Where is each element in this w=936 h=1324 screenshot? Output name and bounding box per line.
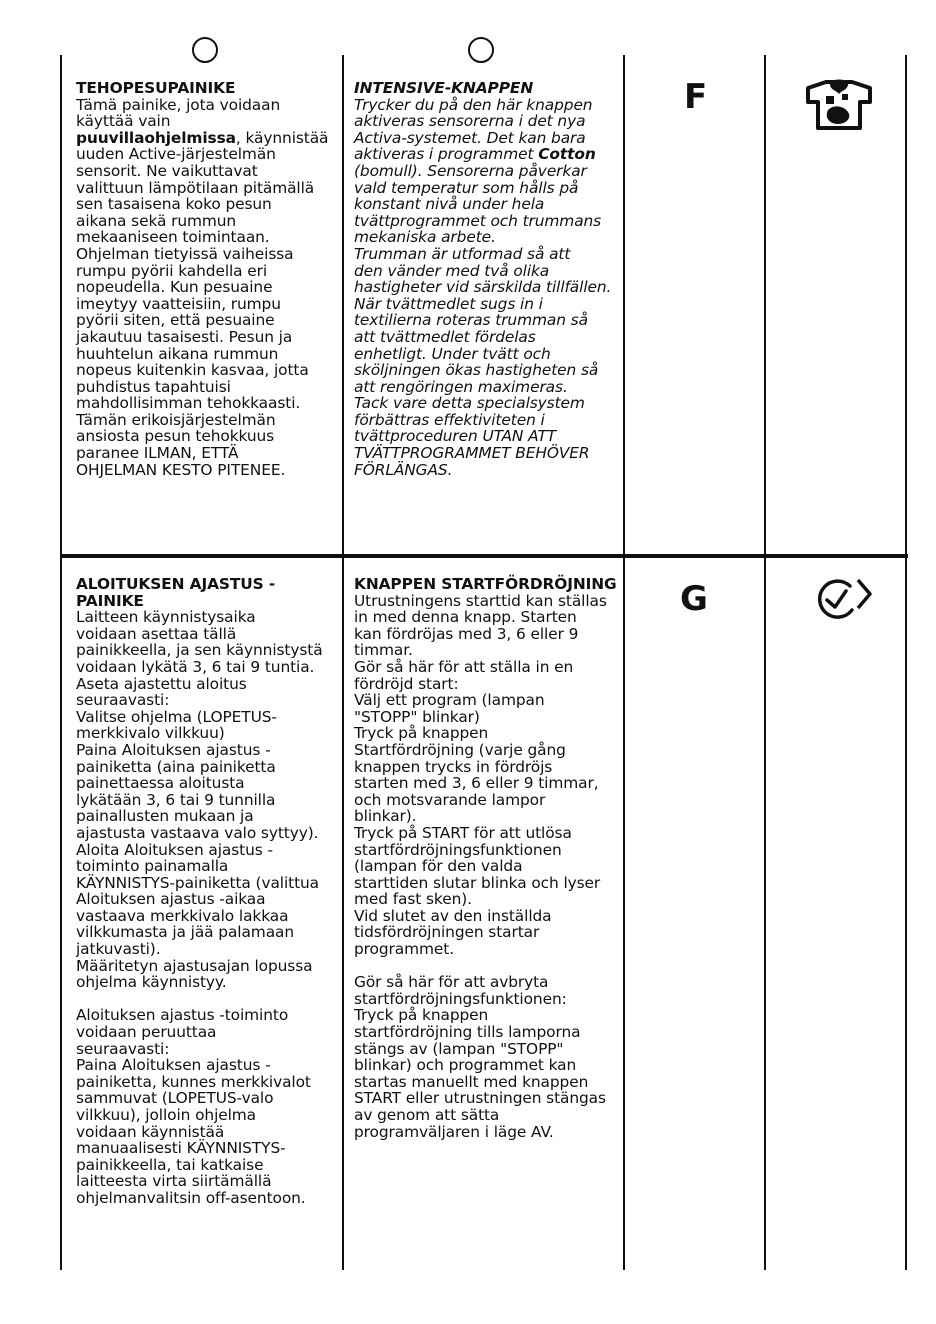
section-f-letter: F <box>684 77 708 117</box>
section-g-fi-title: ALOITUKSEN AJASTUS -PAINIKE <box>76 575 276 610</box>
column-divider-2 <box>342 55 344 1270</box>
section-g-fi-body: Laitteen käynnistysaika voidaan asettaa tällä painikkeella, ja sen käynnistystä voidaan lykätä 3, 6 tai 9 tuntia. Aseta ajastettu aloitus seuraavasti: Valitse ohjelma (LOPETUS- merkkivalo vilkkuu) Paina Aloituksen ajastus - painiketta (aina painiketta painettaessa aloitusta lykätään 3, 6 tai 9 tunnilla painallusten mukaan ja ajastusta vastaava valo syttyy). Aloita Aloituksen ajastus - toiminto painamalla KÄYNNISTYS-painiketta (valittua Aloituksen ajastus -aikaa vastaava merkkivalo lakkaa vilkkumasta ja jää palamaan jatkuvasti). Määritetyn ajastusajan lopussa ohjelma käynnistyy. Aloituksen ajastus -toiminto voidaan peruuttaa seuraavasti: Paina Aloituksen ajastus - painiketta, kunnes merkkivalot sammuvat (LOPETUS-valo vilkkuu), jolloin ohjelma voidaan käynnistää manuaalisesti KÄYNNISTYS- painikkeella, tai katkaise laitteesta virta siirtämällä ohjelmanvalitsin off-asentoon. <box>76 608 323 1207</box>
column-divider-4 <box>764 55 766 1270</box>
language-flag-fi-icon <box>192 37 218 63</box>
section-f-fi-title: TEHOPESUPAINIKE <box>76 79 236 97</box>
row-divider <box>60 554 908 558</box>
section-g-fi-text <box>76 576 338 1207</box>
section-f-fi-body-1: Tämä painike, jota voidaan käyttää vain <box>76 95 281 131</box>
column-divider-1 <box>60 55 62 1270</box>
section-f-fi-bold: puuvillaohjelmissa <box>76 128 236 147</box>
section-f-fi-text <box>76 80 338 478</box>
section-f-sv-title: INTENSIVE-KNAPPEN <box>354 79 534 97</box>
section-g-sv-text <box>354 576 622 1140</box>
section-g-letter: G <box>680 579 708 619</box>
delay-start-timer-icon <box>816 576 874 624</box>
section-f-sv-text <box>354 80 622 478</box>
intensive-wash-shirt-icon <box>804 78 874 132</box>
section-f-sv-body-2: (bomull). Sensorerna påverkar vald temperatur som hålls på konstant nivå under hela tvättprogrammet och trummans mekaniska arbete. Trumman är utformad så att den vänder med två olika hastigheter vid särskilda tillfällen. När tvättmedlet sugs in i textilierna roteras trumman så att tvättmedlet fördelas enhetligt. Under tvätt och sköljningen ökas hastigheten så att rengöringen maximeras. Tack vare detta specialsystem förbättras effektiviteten i tvättproceduren UTAN ATT TVÄTTPROGRAMMET BEHÖVER FÖRLÄNGAS. <box>354 161 612 479</box>
column-divider-5 <box>905 55 907 1270</box>
section-f-sv-bold: Cotton <box>538 145 596 164</box>
section-g-sv-body: Utrustningens starttid kan ställas in med denna knapp. Starten kan fördröjas med 3, 6 eller 9 timmar. Gör så här för att ställa in en fördröjd start: Välj ett program (lampan "STOPP" blinkar) Tryck på knappen Startfördröjning (varje gång knappen trycks in fördröjs starten med 3, 6 eller 9 timmar, och motsvarande lampor blinkar). Tryck på START för att utlösa startfördröjningsfunktionen (lampan för den valda starttiden slutar blinka och lyser med fast sken). Vid slutet av den inställda tidsfördröjningen startar programmet. Gör så här för att avbryta startfördröjningsfunktionen: Tryck på knappen startfördröjning tills lamporna stängs av (lampan "STOPP" blinkar) och programmet kan startas manuellt med knappen START eller utrustningen stängas av genom att sätta programväljaren i läge AV. <box>354 591 607 1141</box>
column-divider-3 <box>623 55 625 1270</box>
section-g-sv-title: KNAPPEN STARTFÖRDRÖJNING <box>354 575 617 593</box>
section-f-sv-body-1: Trycker du på den här knappen aktiveras sensorerna i det nya Activa-systemet. Det kan bara aktiveras i programmet <box>354 95 593 164</box>
language-flag-sv-icon <box>468 37 494 63</box>
section-f-fi-body-2: , käynnistää uuden Active-järjestelmän sensorit. Ne vaikuttavat valittuun lämpötilaan pitämällä sen tasaisena koko pesun aikana sekä rummun mekaaniseen toimintaan. Ohjelman tietyissä vaiheissa rumpu pyörii kahdella eri nopeudella. Kun pesuaine imeytyy vaatteisiin, rumpu pyörii siten, että pesuaine jakautuu tasaisesti. Pesun ja huuhtelun aikana rummun nopeus kuitenkin kasvaa, jotta puhdistus tapahtuisi mahdollisimman tehokkaasti. Tämän erikoisjärjestelmän ansiosta pesun tehokkuus paranee ILMAN, ETTÄ OHJELMAN KESTO PITENEE. <box>76 128 329 479</box>
